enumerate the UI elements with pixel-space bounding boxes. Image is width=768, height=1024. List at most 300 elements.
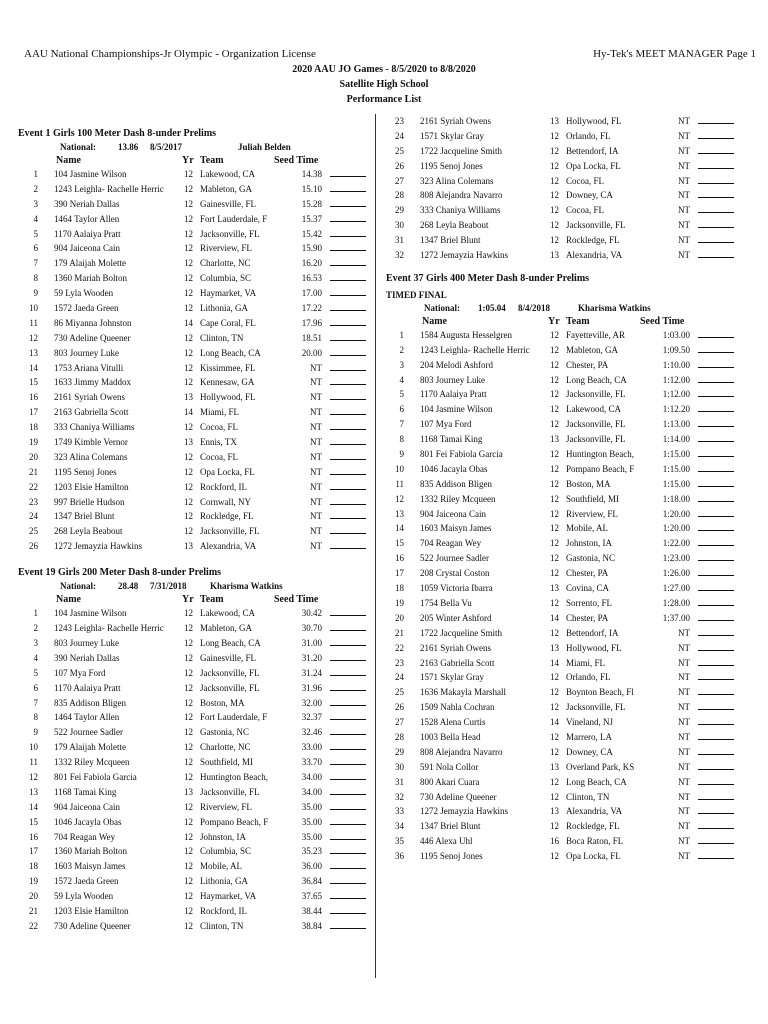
- national-holder: Kharisma Watkins: [210, 581, 283, 592]
- entry-year: 12: [184, 243, 193, 254]
- blank-result-line: [330, 740, 366, 750]
- entry-seed: 34.00: [301, 771, 322, 782]
- entry-name: 730 Adeline Queener: [54, 332, 131, 343]
- entry-row: [18, 859, 370, 874]
- place: 4: [33, 213, 38, 224]
- blank-result-line: [330, 375, 366, 385]
- entry-seed: NT: [678, 776, 690, 787]
- entry-name: 803 Journey Luke: [420, 374, 485, 385]
- event-19-column-header: [18, 593, 370, 606]
- national-holder: Kharisma Watkins: [578, 302, 651, 313]
- entry-team: Kissimmee, FL: [200, 362, 256, 373]
- event-19-list-continued: [386, 114, 762, 263]
- entry-year: 12: [184, 511, 193, 522]
- entry-row: [18, 271, 370, 286]
- entry-name: 1272 Jemayzia Hawkins: [420, 806, 508, 817]
- blank-result-line: [330, 495, 366, 505]
- entry-row: [18, 725, 370, 740]
- blank-result-line: [698, 775, 734, 785]
- entry-name: 808 Alejandra Navarro: [420, 746, 503, 757]
- entry-row: [18, 844, 370, 859]
- place: 16: [395, 553, 404, 564]
- blank-result-line: [698, 174, 734, 184]
- entry-seed: 16.53: [301, 273, 322, 284]
- entry-name: 2161 Syriah Owens: [54, 392, 125, 403]
- entry-name: 800 Akari Cuara: [420, 776, 480, 787]
- entry-name: 333 Chaniya Williams: [54, 422, 135, 433]
- entry-year: 12: [184, 347, 193, 358]
- event-19-list: [18, 606, 370, 934]
- blank-result-line: [330, 465, 366, 475]
- entry-row: [18, 651, 370, 666]
- blank-result-line: [330, 666, 366, 676]
- blank-result-line: [330, 621, 366, 631]
- entry-seed: 15.42: [301, 228, 322, 239]
- entry-seed: 1:28.00: [662, 597, 690, 608]
- entry-seed: NT: [678, 642, 690, 653]
- entry-row: [18, 800, 370, 815]
- entry-name: 2161 Syriah Owens: [420, 642, 491, 653]
- place: 21: [29, 905, 38, 916]
- place: 4: [33, 652, 38, 663]
- blank-result-line: [698, 641, 734, 651]
- entry-seed: NT: [310, 481, 322, 492]
- entry-name: 1243 Leighla- Rachelle Herric: [420, 344, 530, 355]
- entry-team: Cocoa, FL: [566, 205, 604, 216]
- entry-row: [386, 804, 762, 819]
- entry-team: Lithonia, GA: [200, 303, 248, 314]
- entry-team: Rockford, IL: [200, 905, 247, 916]
- national-date: 8/5/2017: [150, 142, 183, 152]
- entry-name: 591 Nola Collor: [420, 761, 479, 772]
- entry-name: 1636 Makayla Marshall: [420, 687, 506, 698]
- entry-team: Jacksonville, FL: [200, 526, 260, 537]
- place: 31: [395, 776, 404, 787]
- place: 1: [33, 169, 38, 179]
- entry-name: 323 Alina Colemans: [420, 175, 494, 186]
- entry-year: 12: [184, 303, 193, 314]
- entry-year: 12: [184, 198, 193, 209]
- entry-year: 12: [184, 481, 193, 492]
- entry-row: [386, 174, 762, 189]
- entry-row: [386, 159, 762, 174]
- place: 32: [395, 250, 404, 261]
- entry-year: 12: [550, 672, 559, 683]
- entry-row: [18, 889, 370, 904]
- entry-row: [386, 730, 762, 745]
- entry-team: Ennis, TX: [200, 437, 237, 448]
- entry-name: 59 Lyla Wooden: [54, 288, 114, 299]
- entry-name: 1509 Nahla Cochran: [420, 702, 495, 713]
- place: 5: [33, 228, 38, 239]
- blank-result-line: [330, 859, 366, 869]
- national-label: National:: [424, 302, 460, 313]
- blank-result-line: [330, 844, 366, 854]
- entry-year: 12: [184, 891, 193, 902]
- place: 6: [33, 243, 38, 254]
- blank-result-line: [330, 606, 366, 616]
- entry-seed: NT: [310, 526, 322, 537]
- entry-name: 1332 Riley Mcqueen: [54, 757, 130, 768]
- entry-row: [18, 539, 370, 554]
- entry-team: Jacksonville, FL: [200, 667, 260, 678]
- entry-seed: NT: [678, 731, 690, 742]
- entry-name: 107 Mya Ford: [54, 667, 106, 678]
- entry-row: [18, 465, 370, 480]
- blank-result-line: [698, 114, 734, 124]
- blank-result-line: [330, 710, 366, 720]
- entry-name: 1528 Alena Curtis: [420, 717, 486, 728]
- entry-name: 323 Alina Colemans: [54, 451, 128, 462]
- entry-team: Cocoa, FL: [200, 451, 238, 462]
- entry-row: [386, 670, 762, 685]
- entry-year: 12: [550, 627, 559, 638]
- entry-seed: 38.44: [301, 905, 322, 916]
- entry-name: 1170 Aalaiya Pratt: [54, 228, 121, 239]
- entry-name: 1360 Mariah Bolton: [54, 273, 127, 284]
- entry-year: 12: [184, 637, 193, 648]
- place: 21: [395, 627, 404, 638]
- entry-team: Jacksonville, FL: [200, 786, 260, 797]
- entry-row: [386, 218, 762, 233]
- entry-year: 12: [184, 652, 193, 663]
- entry-seed: NT: [678, 717, 690, 728]
- place: 36: [395, 851, 404, 862]
- entry-year: 14: [184, 317, 193, 328]
- place: 28: [395, 731, 404, 742]
- entry-year: 12: [550, 419, 559, 430]
- entry-name: 904 Jaiceona Cain: [54, 801, 120, 812]
- entry-name: 179 Alaijah Molette: [54, 742, 126, 753]
- entry-name: 1272 Jemayzia Hawkins: [54, 541, 142, 552]
- entry-row: [386, 536, 762, 551]
- entry-seed: NT: [310, 541, 322, 552]
- blank-result-line: [698, 536, 734, 546]
- entry-row: [386, 203, 762, 218]
- col-team: Team: [566, 315, 590, 327]
- place: 18: [29, 422, 38, 433]
- entry-year: 13: [184, 541, 193, 552]
- place: 19: [395, 597, 404, 608]
- entry-team: Miami, FL: [200, 407, 240, 418]
- entry-name: 1584 Augusta Hesselgren: [420, 329, 512, 340]
- entry-seed: 31.20: [301, 652, 322, 663]
- blank-result-line: [330, 770, 366, 780]
- entry-year: 12: [184, 831, 193, 842]
- place: 17: [29, 846, 38, 857]
- blank-result-line: [330, 681, 366, 691]
- blank-result-line: [698, 596, 734, 606]
- place: 25: [395, 687, 404, 698]
- entry-seed: NT: [678, 627, 690, 638]
- entry-seed: 1:23.00: [662, 553, 690, 564]
- event-1-list: [18, 167, 370, 554]
- entry-name: 1571 Skylar Gray: [420, 672, 484, 683]
- entry-team: Riverview, FL: [200, 801, 252, 812]
- blank-result-line: [698, 715, 734, 725]
- blank-result-line: [330, 815, 366, 825]
- entry-row: [18, 420, 370, 435]
- entry-team: Gastonia, NC: [200, 727, 249, 738]
- entry-team: Sorrento, FL: [566, 597, 612, 608]
- entry-year: 12: [550, 145, 559, 156]
- entry-team: Chester, PA: [566, 568, 609, 579]
- entry-name: 1195 Senoj Jones: [54, 466, 117, 477]
- place: 24: [29, 511, 38, 522]
- blank-result-line: [698, 358, 734, 368]
- place: 3: [399, 359, 404, 370]
- place: 11: [29, 317, 38, 328]
- entry-seed: 34.00: [301, 786, 322, 797]
- place: 34: [395, 821, 404, 832]
- entry-row: [386, 417, 762, 432]
- blank-result-line: [330, 651, 366, 661]
- entry-team: Lakewood, CA: [566, 404, 621, 415]
- entry-team: Long Beach, CA: [566, 374, 627, 385]
- event-1-column-header: [18, 154, 370, 167]
- entry-seed: 1:09.50: [662, 344, 690, 355]
- entry-row: [18, 770, 370, 785]
- entry-team: Mableton, GA: [200, 623, 252, 634]
- entry-name: 107 Mya Ford: [420, 419, 472, 430]
- place: 25: [29, 526, 38, 537]
- place: 3: [33, 637, 38, 648]
- entry-team: Huntington Beach,: [200, 771, 268, 782]
- blank-result-line: [698, 760, 734, 770]
- event-19-title: Event 19 Girls 200 Meter Dash 8-under Prelims: [18, 567, 222, 579]
- national-date: 7/31/2018: [150, 581, 187, 592]
- entry-row: [18, 361, 370, 376]
- entry-team: Mobile, AL: [200, 861, 242, 872]
- entry-team: Clinton, TN: [200, 920, 244, 931]
- event-1-title: Event 1 Girls 100 Meter Dash 8-under Prelims: [18, 128, 217, 139]
- entry-row: [386, 447, 762, 462]
- col-yr: Yr: [182, 594, 194, 606]
- entry-name: 1203 Elsie Hamilton: [54, 905, 129, 916]
- entry-row: [18, 710, 370, 725]
- place: 6: [33, 682, 38, 693]
- entry-name: 204 Melodi Ashford: [420, 359, 493, 370]
- entry-year: 12: [550, 478, 559, 489]
- entry-year: 12: [550, 449, 559, 460]
- entry-name: 1203 Elsie Hamilton: [54, 481, 129, 492]
- entry-year: 13: [550, 116, 559, 126]
- entry-team: Marrero, LA: [566, 731, 612, 742]
- entry-year: 12: [184, 362, 193, 373]
- entry-name: 704 Reagan Wey: [420, 538, 482, 549]
- blank-result-line: [698, 685, 734, 695]
- entry-row: [18, 212, 370, 227]
- blank-result-line: [330, 212, 366, 222]
- entry-year: 16: [550, 836, 559, 847]
- entry-year: 12: [184, 377, 193, 388]
- entry-year: 12: [550, 205, 559, 216]
- place: 33: [395, 806, 404, 817]
- entry-row: [18, 375, 370, 390]
- entry-row: [386, 760, 762, 775]
- blank-result-line: [330, 696, 366, 706]
- place: 22: [29, 920, 38, 931]
- blank-result-line: [330, 889, 366, 899]
- entry-row: [18, 331, 370, 346]
- entry-seed: 35.00: [301, 816, 322, 827]
- entry-year: 12: [184, 228, 193, 239]
- entry-seed: NT: [310, 437, 322, 448]
- entry-seed: 35.23: [301, 846, 322, 857]
- entry-name: 104 Jasmine Wilson: [54, 169, 127, 179]
- entry-seed: NT: [678, 160, 690, 171]
- timed-final-label: TIMED FINAL: [386, 289, 447, 300]
- entry-seed: NT: [310, 392, 322, 403]
- entry-name: 1046 Jacayla Obas: [54, 816, 122, 827]
- place: 32: [395, 791, 404, 802]
- entry-name: 2161 Syriah Owens: [420, 116, 491, 126]
- blank-result-line: [698, 670, 734, 680]
- entry-seed: NT: [310, 362, 322, 373]
- place: 23: [29, 496, 38, 507]
- entry-name: 1332 Riley Mcqueen: [420, 493, 496, 504]
- entry-team: Jacksonville, FL: [566, 702, 626, 713]
- entry-team: Cocoa, FL: [200, 422, 238, 433]
- place: 26: [395, 702, 404, 713]
- entry-seed: NT: [678, 746, 690, 757]
- entry-team: Chester, PA: [566, 612, 609, 623]
- entry-seed: 31.96: [301, 682, 322, 693]
- place: 29: [395, 746, 404, 757]
- entry-seed: 30.42: [301, 608, 322, 619]
- right-column: [386, 114, 762, 864]
- entry-seed: NT: [678, 220, 690, 231]
- entry-name: 1170 Aalaiya Pratt: [54, 682, 121, 693]
- entry-seed: 1:20.00: [662, 523, 690, 534]
- entry-team: Boynton Beach, Fl: [566, 687, 634, 698]
- place: 10: [29, 742, 38, 753]
- blank-result-line: [330, 346, 366, 356]
- place: 16: [29, 831, 38, 842]
- place: 24: [395, 130, 404, 141]
- entry-team: Southfield, MI: [200, 757, 253, 768]
- entry-team: Opa Locka, FL: [200, 466, 255, 477]
- col-team: Team: [200, 594, 224, 606]
- entry-seed: NT: [678, 687, 690, 698]
- place: 11: [395, 478, 404, 489]
- entry-seed: NT: [310, 511, 322, 522]
- entry-name: 86 Miyanna Johnston: [54, 317, 132, 328]
- entry-name: 446 Alexa Uhl: [420, 836, 473, 847]
- entry-team: Boston, MA: [566, 478, 611, 489]
- entry-row: [386, 248, 762, 263]
- entry-year: 12: [184, 496, 193, 507]
- entry-row: [18, 241, 370, 256]
- place: 2: [33, 623, 38, 634]
- entry-team: Mableton, GA: [566, 344, 618, 355]
- entry-team: Hollywood, FL: [566, 642, 622, 653]
- entry-seed: 36.84: [301, 876, 322, 887]
- entry-team: Boston, MA: [200, 697, 245, 708]
- entry-team: Mobile, AL: [566, 523, 608, 534]
- place: 17: [29, 407, 38, 418]
- entry-team: Gainesville, FL: [200, 198, 256, 209]
- entry-row: [18, 182, 370, 197]
- entry-seed: 1:14.00: [662, 434, 690, 445]
- entry-name: 1003 Bella Head: [420, 731, 481, 742]
- entry-name: 268 Leyla Beabout: [54, 526, 123, 537]
- entry-year: 12: [550, 389, 559, 400]
- left-column: [18, 122, 370, 934]
- entry-seed: 32.37: [301, 712, 322, 723]
- place: 15: [395, 538, 404, 549]
- place: 24: [395, 672, 404, 683]
- entry-name: 801 Fei Fabiola Garcia: [54, 771, 137, 782]
- place: 1: [399, 329, 404, 340]
- col-seed: Seed Time: [274, 594, 319, 606]
- entry-team: Opa Locka, FL: [566, 160, 621, 171]
- entry-row: [386, 611, 762, 626]
- entry-seed: 31.00: [301, 637, 322, 648]
- entry-year: 12: [184, 727, 193, 738]
- place: 8: [33, 273, 38, 284]
- entry-seed: 17.96: [301, 317, 322, 328]
- blank-result-line: [330, 450, 366, 460]
- place: 5: [399, 389, 404, 400]
- entry-team: Clinton, TN: [566, 791, 610, 802]
- entry-row: [18, 495, 370, 510]
- entry-team: Cape Coral, FL: [200, 317, 256, 328]
- entry-name: 730 Adeline Queener: [420, 791, 497, 802]
- entry-team: Jacksonville, FL: [200, 228, 260, 239]
- entry-seed: NT: [678, 175, 690, 186]
- entry-row: [386, 685, 762, 700]
- blank-result-line: [330, 405, 366, 415]
- entry-name: 208 Crystal Coston: [420, 568, 490, 579]
- entry-row: [386, 521, 762, 536]
- entry-year: 12: [550, 329, 559, 340]
- entry-name: 904 Jaiceona Cain: [54, 243, 120, 254]
- entry-team: Fort Lauderdale, F: [200, 712, 268, 723]
- blank-result-line: [698, 477, 734, 487]
- entry-seed: 1:10.00: [662, 359, 690, 370]
- blank-result-line: [698, 492, 734, 502]
- entry-row: [386, 581, 762, 596]
- place: 21: [29, 466, 38, 477]
- entry-year: 12: [184, 466, 193, 477]
- entry-seed: 17.22: [301, 303, 322, 314]
- entry-seed: 1:15.00: [662, 478, 690, 489]
- entry-team: Lithonia, GA: [200, 876, 248, 887]
- entry-year: 12: [184, 451, 193, 462]
- entry-name: 803 Journey Luke: [54, 637, 119, 648]
- entry-team: Pompano Beach, F: [200, 816, 269, 827]
- blank-result-line: [330, 286, 366, 296]
- blank-result-line: [330, 182, 366, 192]
- entry-row: [386, 492, 762, 507]
- entry-row: [386, 745, 762, 760]
- place: 16: [29, 392, 38, 403]
- entry-name: 104 Jasmine Wilson: [420, 404, 493, 415]
- entry-team: Orlando, FL: [566, 130, 611, 141]
- entry-team: Charlotte, NC: [200, 742, 251, 753]
- entry-year: 12: [184, 667, 193, 678]
- entry-name: 1195 Senoj Jones: [420, 160, 483, 171]
- entry-year: 12: [550, 160, 559, 171]
- entry-name: 835 Addison Bligen: [420, 478, 493, 489]
- entry-name: 904 Jaiceona Cain: [420, 508, 486, 519]
- entry-row: [386, 566, 762, 581]
- entry-seed: 15.90: [301, 243, 322, 254]
- blank-result-line: [698, 233, 734, 243]
- entry-name: 801 Fei Fabiola Garcia: [420, 449, 503, 460]
- entry-row: [18, 830, 370, 845]
